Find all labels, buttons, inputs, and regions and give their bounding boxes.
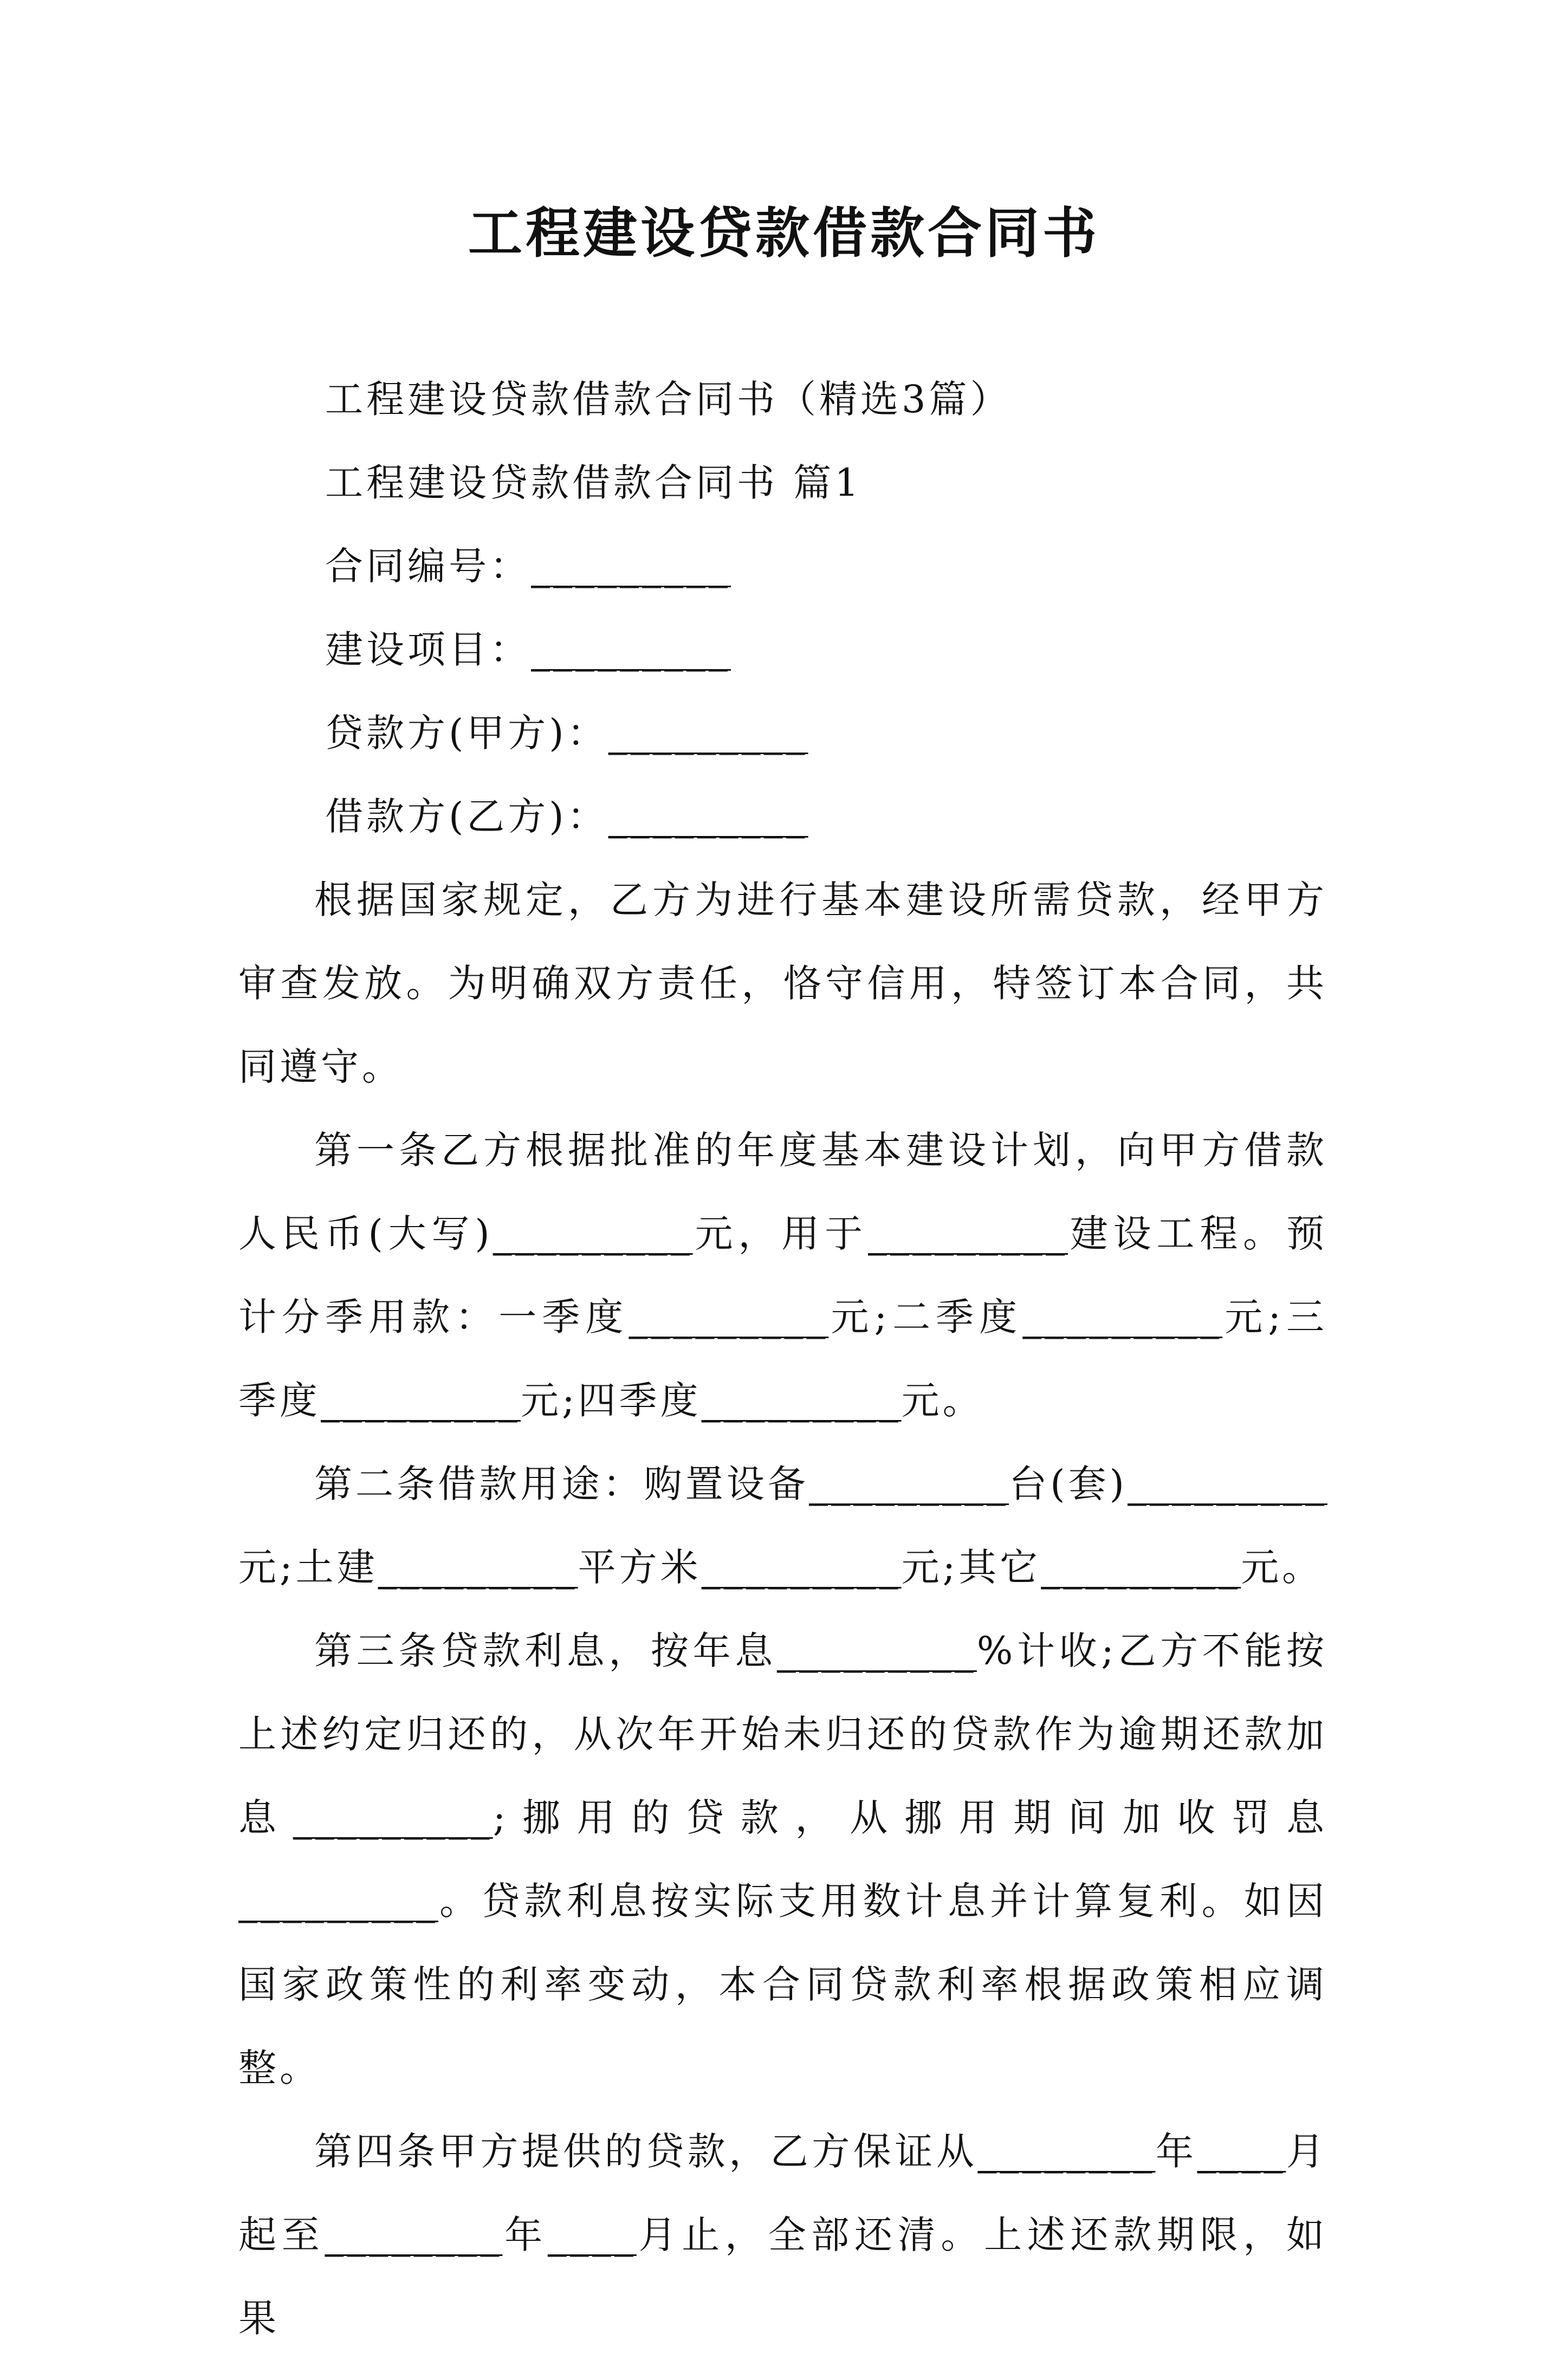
article-1-text-a: 第一条乙方根据批准的年度基本建设计划，向甲方借款人民币(大写): [238, 1128, 1327, 1256]
article-1-text-f: 元;四季度: [521, 1378, 702, 1423]
article-4-text-a: 第四条甲方提供的贷款，乙方保证从: [314, 2129, 978, 2174]
end-month-blank: ____: [547, 2213, 637, 2257]
contract-number-blank: _________: [531, 544, 731, 588]
other-amount-blank: _________: [1041, 1545, 1241, 1590]
article-4-text-b: 年: [1155, 2129, 1197, 2174]
article-1-text-e: 元;三季度: [238, 1295, 1327, 1423]
article-2-text-c: 元;土建: [238, 1545, 378, 1590]
article-2-text-d: 平方米: [578, 1545, 702, 1590]
lender-blank: _________: [608, 711, 808, 755]
article-3-text-d: 。贷款利息按实际支用数计息并计算复利。如因国家政策性的利率变动，本合同贷款利率根据政策相应调整。: [238, 1879, 1327, 2090]
borrower-line: [238, 775, 1327, 858]
article-3-paragraph: [238, 1609, 1327, 2110]
article-2-text-b: 台(套): [1009, 1462, 1128, 1506]
article-2-text-e: 元;其它: [901, 1545, 1041, 1590]
article-4-text-e: 月止，全部还清。上述还款期限，如果: [238, 2213, 1328, 2340]
construction-area-blank: _________: [378, 1545, 578, 1590]
construction-amount-blank: _________: [701, 1545, 902, 1590]
article-3-text-a: 第三条贷款利息，按年息: [314, 1629, 777, 1673]
article-3-text-b: %计收;乙方不能按上述约定归还的，从次年开始未归还的贷款作为逾期还款加息: [238, 1629, 1327, 1840]
borrower-blank: _________: [608, 794, 808, 839]
project-blank: _________: [531, 627, 731, 672]
article-4-text-c: 月起至: [238, 2129, 1328, 2257]
q2-blank: _________: [1022, 1295, 1223, 1339]
start-month-blank: ____: [1197, 2129, 1286, 2174]
article-2-text-a: 第二条借款用途：购置设备: [314, 1462, 809, 1506]
interest-rate-blank: _________: [776, 1629, 977, 1673]
article-3-text-c: ;挪用的贷款，从挪用期间加收罚息: [493, 1795, 1327, 1840]
penalty-interest-blank: _________: [238, 1879, 438, 1923]
article-4-paragraph: [238, 2110, 1327, 2360]
document-title: 工程建设贷款借款合同书: [468, 201, 1100, 265]
q4-blank: _________: [701, 1378, 902, 1423]
lender-label: 贷款方(甲方)：: [325, 711, 608, 755]
article-4-text-d: 年: [502, 2213, 548, 2257]
project-line: [238, 608, 1327, 691]
q1-blank: _________: [629, 1295, 829, 1339]
document-body: [238, 358, 1327, 2360]
section-heading: 工程建设贷款借款合同书 篇1: [325, 461, 862, 505]
article-1-paragraph: [238, 1108, 1327, 1442]
project-label: 建设项目：: [325, 627, 531, 672]
q3-blank: _________: [321, 1378, 521, 1423]
overdue-interest-blank: _________: [293, 1795, 493, 1840]
article-1-text-g: 元。: [901, 1378, 984, 1423]
article-2-text-f: 元。: [1241, 1545, 1324, 1590]
equipment-count-blank: _________: [809, 1462, 1009, 1506]
lender-line: [238, 691, 1327, 775]
borrower-label: 借款方(乙方)：: [325, 794, 608, 839]
loan-amount-blank: _________: [493, 1211, 693, 1256]
article-2-paragraph: [238, 1442, 1327, 1609]
contract-number-label: 合同编号：: [325, 544, 531, 588]
document-subtitle: 工程建设贷款借款合同书（精选3篇）: [325, 377, 1012, 422]
article-1-text-d: 元;二季度: [828, 1295, 1023, 1339]
equipment-amount-blank: _________: [1128, 1462, 1327, 1506]
article-1-text-c: 建设工程。预计分季用款：一季度: [238, 1211, 1328, 1339]
project-use-blank: _________: [867, 1211, 1068, 1256]
intro-paragraph: 根据国家规定，乙方为进行基本建设所需贷款，经甲方审查发放。为明确双方责任，恪守信用，特签订本合同，共同遵守。: [238, 878, 1327, 1089]
contract-number-line: [238, 524, 1327, 608]
start-year-blank: ________: [977, 2129, 1156, 2174]
article-1-text-b: 元，用于: [692, 1211, 868, 1256]
end-year-blank: ________: [325, 2213, 503, 2257]
